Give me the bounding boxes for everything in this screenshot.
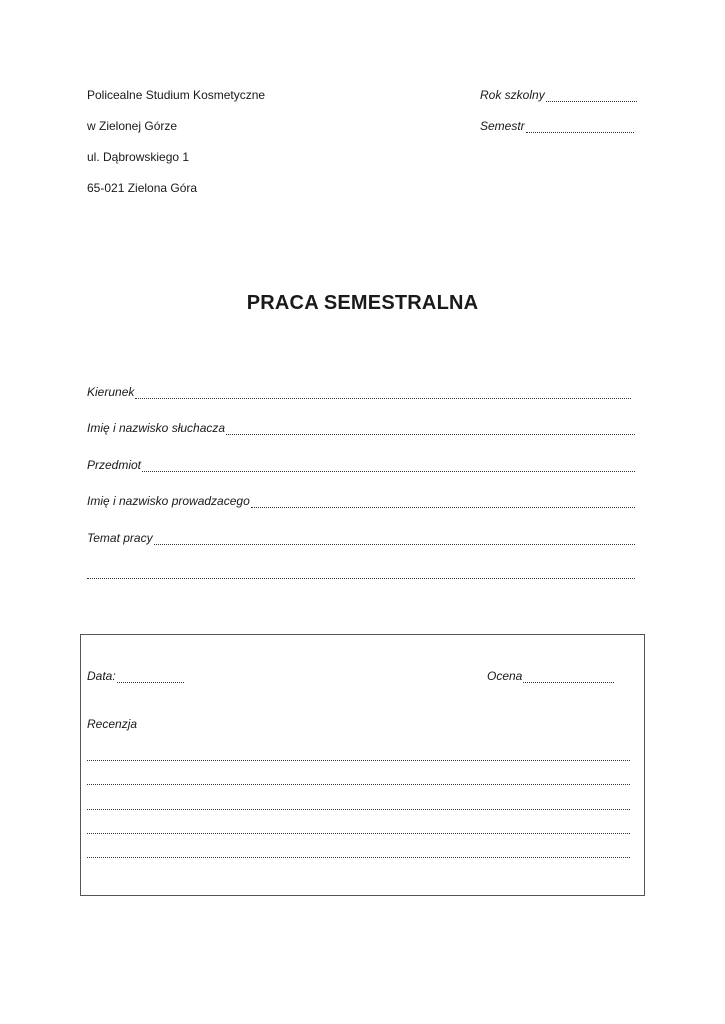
page-title: PRACA SEMESTRALNA <box>246 292 479 314</box>
date-field[interactable] <box>87 669 184 683</box>
subject-field[interactable] <box>87 458 635 472</box>
date-dots[interactable] <box>117 671 184 683</box>
school-year-field[interactable] <box>480 88 637 102</box>
topic-continuation-dots[interactable] <box>87 567 635 579</box>
student-name-field[interactable] <box>87 421 635 435</box>
school-year-label: Rok szkolny <box>480 88 545 102</box>
direction-dots[interactable] <box>135 387 631 399</box>
school-postal: 65-021 Zielona Góra <box>87 181 198 195</box>
teacher-name-dots[interactable] <box>251 496 635 508</box>
review-line[interactable] <box>87 784 630 785</box>
school-name: Policealne Studium Kosmetyczne <box>87 88 266 102</box>
semester-dots[interactable] <box>526 121 634 133</box>
date-label: Data: <box>87 669 116 683</box>
subject-dots[interactable] <box>142 460 635 472</box>
grade-dots[interactable] <box>523 671 614 683</box>
student-name-label: Imię i nazwisko słuchacza <box>87 421 226 435</box>
direction-label: Kierunek <box>87 385 135 399</box>
teacher-name-field[interactable] <box>87 494 635 508</box>
semester-label: Semestr <box>480 119 525 133</box>
school-street: ul. Dąbrowskiego 1 <box>87 150 190 164</box>
topic-label: Temat pracy <box>87 531 153 545</box>
school-year-dots[interactable] <box>546 90 637 102</box>
review-line[interactable] <box>87 760 630 761</box>
topic-continuation-field[interactable] <box>87 567 635 579</box>
teacher-name-label: Imię i nazwisko prowadzacego <box>87 494 250 508</box>
review-line[interactable] <box>87 833 630 834</box>
topic-dots[interactable] <box>154 533 635 545</box>
grade-field[interactable] <box>487 669 614 683</box>
school-city: w Zielonej Górze <box>87 119 178 133</box>
grade-label: Ocena <box>487 669 523 683</box>
review-line[interactable] <box>87 857 630 858</box>
topic-field[interactable] <box>87 531 635 545</box>
student-name-dots[interactable] <box>226 423 635 435</box>
semester-field[interactable] <box>480 119 634 133</box>
direction-field[interactable] <box>87 385 631 399</box>
review-label: Recenzja <box>87 717 138 731</box>
review-line[interactable] <box>87 809 630 810</box>
subject-label: Przedmiot <box>87 458 142 472</box>
